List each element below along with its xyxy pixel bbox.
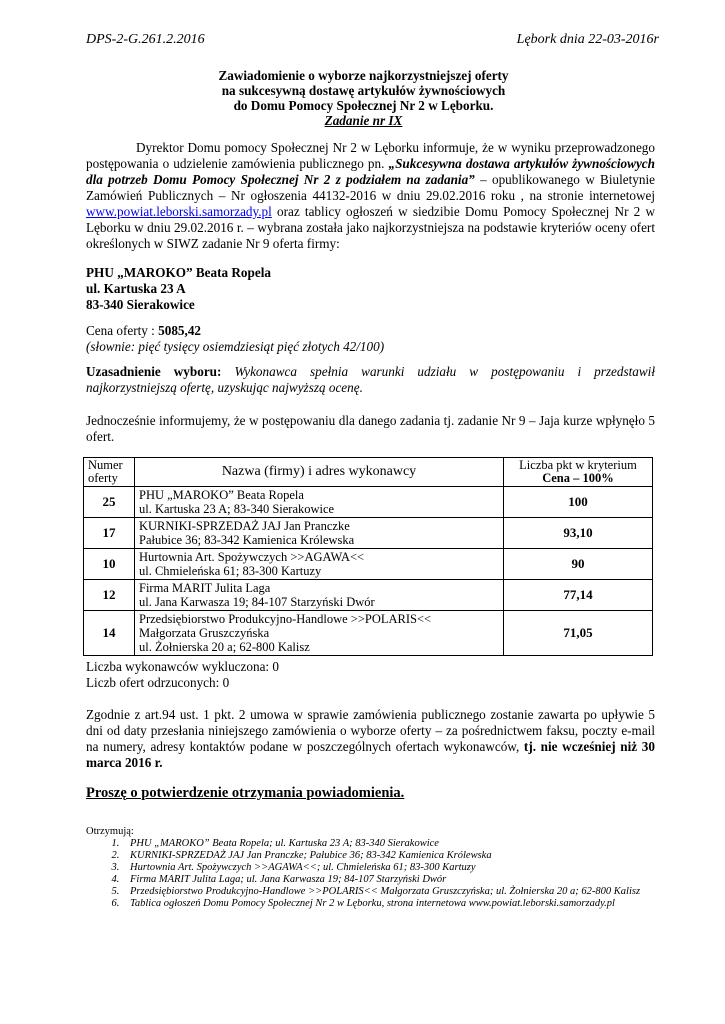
- intro-text-2: – opublikowanego w Biuletynie Zamówień Publicznych – Nr ogłoszenia 44132-2016 w dniu 29.02.2016 roku , na stronie internetowej: [86, 172, 656, 203]
- col-header-points-label: Liczba pkt w kryterium: [519, 458, 637, 472]
- list-item: 5. Przedsiębiorstwo Produkcyjno-Handlowe >>POLARIS<< Małgorzata Gruszczyńska; ul. Żołnierska 20 a; 62-800 Kalisz: [122, 886, 640, 898]
- price-block: [86, 323, 384, 355]
- contractor-line: Hurtownia Art. Spożywczych >>AGAWA<<: [139, 550, 365, 564]
- offer-number: 17: [84, 518, 135, 549]
- offer-points: 100: [504, 487, 653, 518]
- price-value: 5085,42: [158, 323, 201, 338]
- agreement-text: Zgodnie z art.94 ust. 1 pkt. 2 umowa w sprawie zamówienia publicznego zostanie zawarta po upływie 5 dni od daty przesłania niniejszego zamówienia o wyborze oferty – za pośrednictwem faksu, poczty e-mail na numery, adresy kontaktów podane w poszczególnych ofertach wykonawców,: [86, 707, 655, 754]
- rejected-count: Liczb ofert odrzuconych: 0: [86, 675, 230, 690]
- offer-points: 93,10: [504, 518, 653, 549]
- offer-number: 10: [84, 549, 135, 580]
- document-title: [86, 68, 641, 128]
- title-line-1: Zawiadomienie o wyborze najkorzystniejszej oferty: [218, 68, 509, 83]
- offer-contractor: [135, 549, 504, 580]
- recipients-label: Otrzymują:: [86, 826, 134, 837]
- website-link[interactable]: www.powiat.leborski.samorzady.pl: [86, 204, 272, 219]
- winner-street: ul. Kartuska 23 A: [86, 281, 186, 296]
- table-row: [84, 611, 653, 656]
- contractor-line: Przedsiębiorstwo Produkcyjno-Handlowe >>POLARIS<<: [139, 612, 432, 626]
- intro-text-1: Dyrektor Domu pomocy Społecznej Nr 2 w Lęborku informuje, że w wyniku przeprowadzonego postępowania o udzielenie zamówienia publicznego pn.: [86, 140, 655, 171]
- justification: [86, 364, 655, 396]
- winner-city: 83-340 Sierakowice: [86, 297, 195, 312]
- list-item: 4. Firma MARIT Julita Laga; ul. Jana Karwasza 19; 84-107 Starzyński Dwór: [122, 874, 640, 886]
- contractor-line: ul. Żołnierska 20 a; 62-800 Kalisz: [139, 640, 310, 654]
- recipients-block: [86, 826, 640, 910]
- table-row: [84, 580, 653, 611]
- counts-block: [86, 659, 279, 691]
- offers-info: Jednocześnie informujemy, że w postępowaniu dla danego zadania tj. zadanie Nr 9 – Jaja kurze wpłynęło 5 ofert.: [86, 413, 655, 444]
- table-row: [84, 487, 653, 518]
- offer-contractor: [135, 487, 504, 518]
- title-line-3: do Domu Pomocy Społecznej Nr 2 w Lęborku.: [233, 98, 494, 113]
- col-header-number: Numer oferty: [84, 458, 135, 487]
- place-date: Lębork dnia 22-03-2016r: [516, 32, 659, 47]
- contractor-line: ul. Kartuska 23 A; 83-340 Sierakowice: [139, 502, 335, 516]
- confirmation-request: Proszę o potwierdzenie otrzymania powiadomienia.: [86, 785, 405, 801]
- contractor-line: ul. Chmieleńska 61; 83-300 Kartuzy: [139, 564, 322, 578]
- list-item: 2. KURNIKI-SPRZEDAŻ JAJ Jan Pranczke; Pałubice 36; 83-342 Kamienica Królewska: [122, 850, 640, 862]
- title-line-2: na sukcesywną dostawę artykułów żywnościowych: [221, 83, 506, 98]
- offer-contractor: [135, 580, 504, 611]
- offers-table: [83, 457, 653, 656]
- intro-paragraph: [86, 140, 655, 252]
- price-in-words: (słownie: pięć tysięcy osiemdziesiąt pięć złotych 42/100): [86, 339, 385, 354]
- list-item: 1. PHU „MAROKO” Beata Ropela; ul. Kartuska 23 A; 83-340 Sierakowice: [122, 838, 640, 850]
- col-header-name: Nazwa (firmy) i adres wykonawcy: [135, 458, 504, 487]
- excluded-count: Liczba wykonawców wykluczona: 0: [86, 659, 279, 674]
- table-row: [84, 518, 653, 549]
- intro-text-3: oraz tablicy ogłoszeń w siedzibie Domu Pomocy Społecznej Nr 2 w Lęborku w dniu 29.02.2016 r. – wybrana została jako najkorzystniejsza na podstawie kryteriów oceny ofert określonych w SIWZ zadanie Nr 9 oferta firmy:: [86, 204, 655, 251]
- table-row: [84, 549, 653, 580]
- contractor-line: Firma MARIT Julita Laga: [139, 581, 271, 595]
- task-number: Zadanie nr IX: [324, 113, 403, 128]
- winner-name: PHU „MAROKO” Beata Ropela: [86, 265, 271, 280]
- offer-number: 12: [84, 580, 135, 611]
- col-header-points-sub: Cena – 100%: [542, 471, 614, 485]
- contractor-line: PHU „MAROKO” Beata Ropela: [139, 488, 304, 502]
- price-label: Cena oferty :: [86, 323, 159, 338]
- offer-number: 14: [84, 611, 135, 656]
- contractor-line: Pałubice 36; 83-342 Kamienica Królewska: [139, 533, 355, 547]
- justification-label: Uzasadnienie wyboru:: [86, 364, 222, 379]
- table-header-row: [84, 458, 653, 487]
- offer-points: 77,14: [504, 580, 653, 611]
- offer-contractor: [135, 518, 504, 549]
- offer-points: 90: [504, 549, 653, 580]
- offer-contractor: [135, 611, 504, 656]
- col-header-points: [504, 458, 653, 487]
- contractor-line: ul. Jana Karwasza 19; 84-107 Starzyński Dwór: [139, 595, 375, 609]
- winner-block: [86, 265, 271, 313]
- offer-number: 25: [84, 487, 135, 518]
- procurement-name: „Sukcesywna dostawa artykułów żywnościowych dla potrzeb Domu Pomocy Społecznej Nr 2 z podziałem na zadania”: [86, 156, 655, 187]
- list-item: 3. Hurtownia Art. Spożywczych >>AGAWA<<; ul. Chmieleńska 61; 83-300 Kartuzy: [122, 862, 640, 874]
- agreement-paragraph: [86, 707, 655, 771]
- list-item: 6. Tablica ogłoszeń Domu Pomocy Społecznej Nr 2 w Lęborku, strona internetowa www.powiat.leborski.samorzady.pl: [122, 898, 640, 910]
- offer-points: 71,05: [504, 611, 653, 656]
- recipients-list: [86, 838, 640, 910]
- justification-text: Wykonawca spełnia warunki udziału w postępowaniu i przedstawił najkorzystniejszą ofertę, uzyskując najwyższą ocenę.: [86, 364, 655, 395]
- document-reference: DPS-2-G.261.2.2016: [86, 32, 205, 47]
- contractor-line: KURNIKI-SPRZEDAŻ JAJ Jan Pranczke: [139, 519, 350, 533]
- contractor-line: Małgorzata Gruszczyńska: [139, 626, 270, 640]
- agreement-date: tj. nie wcześniej niż 30 marca 2016 r.: [86, 739, 655, 770]
